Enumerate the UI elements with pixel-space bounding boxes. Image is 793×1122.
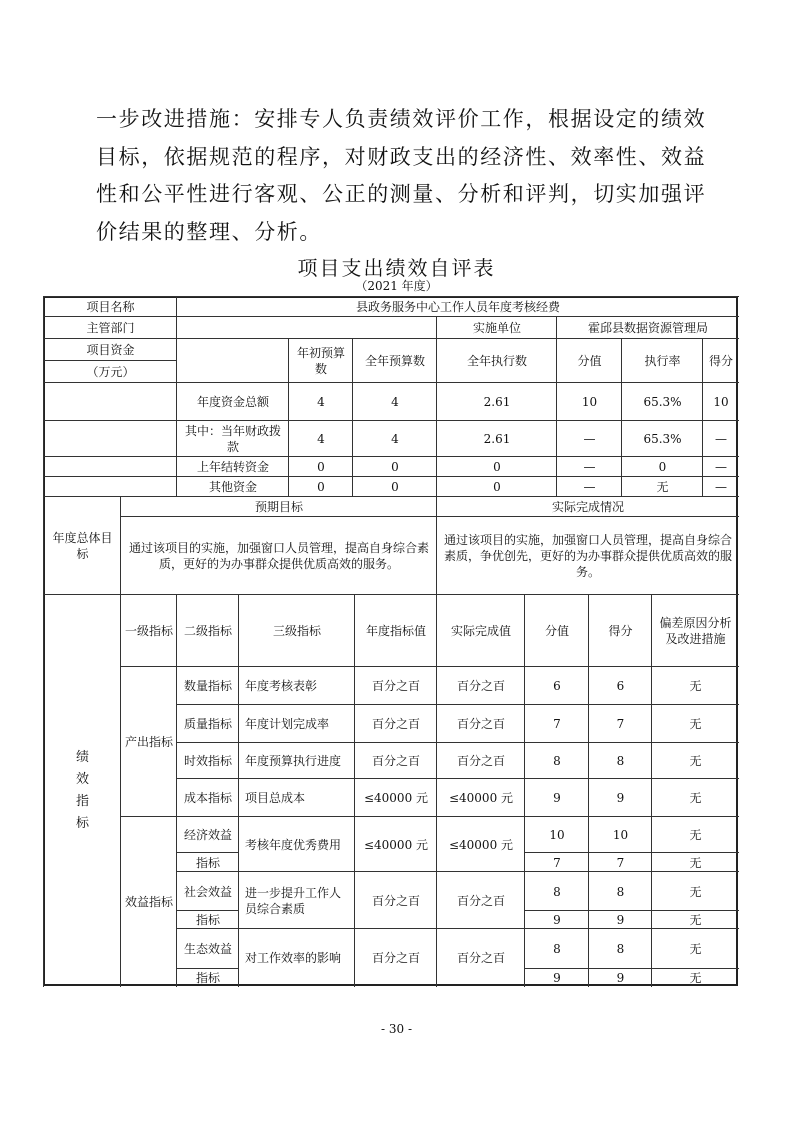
funds-cell-executed-text: 0 <box>493 460 501 474</box>
benefit-score <box>588 852 652 872</box>
benefit-score <box>588 910 652 929</box>
output-cell-remark-text: 无 <box>689 679 702 693</box>
benefit-remark <box>651 852 739 872</box>
funds-cell-initial <box>288 382 353 421</box>
benefit-remark-text: 无 <box>689 828 702 842</box>
funds-cell-rate-text: 无 <box>656 480 669 494</box>
funds-cell-rate <box>621 456 703 477</box>
funds-header-executed <box>436 338 557 383</box>
funds-cell-score_value <box>556 456 622 477</box>
benefit-indicator-group <box>120 816 177 987</box>
output-cell-target-text: 百分之百 <box>371 717 420 731</box>
funds-header-score-text: 得分 <box>708 354 733 368</box>
output-cell-level3 <box>238 704 355 743</box>
funds-cell-rate <box>621 420 703 457</box>
perf-header-target-text: 年度指标值 <box>365 624 426 638</box>
output-cell-remark-text: 无 <box>689 754 702 768</box>
output-cell-actual-text: ≤40000 元 <box>448 791 514 805</box>
output-cell-level2 <box>176 666 239 705</box>
perf-header-actual-text: 实际完成值 <box>450 624 511 638</box>
output-cell-target <box>354 704 437 743</box>
benefit-score <box>588 871 652 911</box>
benefit-level2-name <box>176 928 239 969</box>
project-name-label-text: 项目名称 <box>86 300 135 314</box>
benefit-remark-text: 无 <box>689 913 702 927</box>
benefit-score-text: 9 <box>616 971 625 985</box>
benefit-score-text: 10 <box>612 828 629 842</box>
output-cell-actual-text: 百分之百 <box>456 717 505 731</box>
funds-cell-score <box>702 476 739 497</box>
benefit-level3 <box>238 928 355 987</box>
performance-indicator-label <box>43 594 121 987</box>
funds-cell-score-text: — <box>715 460 727 474</box>
funds-row-name-text: 其中：当年财政拨款 <box>184 424 281 454</box>
output-cell-score-text: 6 <box>616 679 625 693</box>
funds-cell-annual <box>352 420 437 457</box>
benefit-level2-suffix-text: 指标 <box>195 913 220 927</box>
funds-cell-score-text: — <box>715 480 727 494</box>
benefit-actual <box>436 871 525 929</box>
benefit-score-value-text: 10 <box>549 828 565 842</box>
output-cell-target <box>354 742 437 779</box>
funds-header-score-value <box>556 338 622 383</box>
funds-cell-rate-text: 65.3% <box>643 432 682 446</box>
benefit-remark <box>651 928 739 969</box>
funds-cell-score_value-text: — <box>583 460 596 474</box>
output-cell-score <box>588 742 652 779</box>
performance-self-evaluation-table <box>43 296 738 986</box>
perf-header-level2 <box>176 594 239 667</box>
impl-value-text: 霍邱县数据资源管理局 <box>587 321 708 335</box>
benefit-score-value-text: 7 <box>553 855 561 870</box>
benefit-actual-text: 百分之百 <box>456 951 505 965</box>
output-cell-score-value-text: 7 <box>553 717 561 731</box>
output-indicator-group <box>120 666 177 817</box>
benefit-level2-name-text: 经济效益 <box>183 828 232 842</box>
funds-cell-score_value-text: 10 <box>581 395 598 409</box>
output-cell-remark <box>651 778 739 817</box>
funds-label <box>43 338 177 361</box>
expected-goal-header-text: 预期目标 <box>254 500 303 514</box>
funds-label-text: 项目资金 <box>86 343 135 357</box>
funds-row-blank <box>43 382 177 421</box>
perf-header-level3-text: 三级指标 <box>272 624 321 638</box>
benefit-remark-text: 无 <box>689 855 702 870</box>
benefit-score-value-text: 8 <box>553 942 561 956</box>
benefit-level2-name <box>176 816 239 853</box>
funds-header-initial-text: 年初预算数 <box>296 346 345 376</box>
impl-label <box>436 316 557 339</box>
output-cell-level2-text: 质量指标 <box>183 717 232 731</box>
benefit-score-value <box>524 852 589 872</box>
expected-goal-text <box>120 516 437 595</box>
funds-cell-annual-text: 0 <box>391 460 399 474</box>
benefit-level2-name-text: 社会效益 <box>183 884 232 899</box>
output-cell-target-text: 百分之百 <box>371 679 420 693</box>
funds-header-rate <box>621 338 703 383</box>
expected-goal-header <box>120 496 437 517</box>
perf-header-score-value <box>524 594 589 667</box>
output-cell-level3-text: 年度考核表彰 <box>245 679 318 693</box>
benefit-score-value <box>524 816 589 853</box>
output-cell-actual-text: 百分之百 <box>456 679 505 693</box>
benefit-level3-text: 对工作效率的影响 <box>245 951 342 965</box>
benefit-level2-name-text: 生态效益 <box>183 942 232 956</box>
output-cell-level3-text: 项目总成本 <box>245 791 306 805</box>
output-cell-actual <box>436 704 525 743</box>
benefit-level2-suffix <box>176 910 239 929</box>
output-cell-remark-text: 无 <box>689 791 702 805</box>
perf-header-level1-text: 一级指标 <box>124 624 173 638</box>
benefit-score-value <box>524 871 589 911</box>
output-cell-level2 <box>176 778 239 817</box>
funds-row-blank <box>43 456 177 477</box>
benefit-score-text: 9 <box>616 913 625 927</box>
output-cell-score <box>588 666 652 705</box>
output-cell-level2-text: 时效指标 <box>183 754 232 768</box>
funds-row-name-text: 年度资金总额 <box>196 395 269 409</box>
project-name-label <box>43 296 177 317</box>
dept-value <box>176 316 437 339</box>
output-cell-actual <box>436 778 525 817</box>
benefit-level2-suffix-text: 指标 <box>195 971 220 985</box>
actual-goal-header-text: 实际完成情况 <box>551 500 624 514</box>
funds-cell-score <box>702 382 739 421</box>
output-cell-score <box>588 704 652 743</box>
funds-row-name <box>176 476 289 497</box>
benefit-target <box>354 928 437 987</box>
funds-row-name-text: 上年结转资金 <box>196 460 269 474</box>
output-cell-score-value <box>524 742 589 779</box>
actual-goal-header <box>436 496 739 517</box>
funds-header-rate-text: 执行率 <box>644 354 681 368</box>
funds-row-name <box>176 456 289 477</box>
benefit-level2-name <box>176 871 239 911</box>
benefit-level3-text: 考核年度优秀费用 <box>245 837 342 852</box>
funds-header-annual <box>352 338 437 383</box>
benefit-score-value <box>524 968 589 987</box>
funds-cell-annual <box>352 456 437 477</box>
output-cell-level3 <box>238 742 355 779</box>
output-cell-score-text: 7 <box>616 717 625 731</box>
dept-label-text: 主管部门 <box>86 321 135 335</box>
funds-cell-score-text: 10 <box>713 395 729 409</box>
funds-cell-initial <box>288 420 353 457</box>
output-cell-remark-text: 无 <box>689 717 702 731</box>
output-cell-level3-text: 年度计划完成率 <box>245 717 330 731</box>
annual-goal-label <box>43 496 121 595</box>
expected-goal-text-text: 通过该项目的实施，加强窗口人员管理，提高自身综合素质，更好的为办事群众提供优质高效的服务。 <box>128 541 429 571</box>
funds-cell-score_value-text: — <box>583 480 596 494</box>
funds-cell-executed <box>436 476 557 497</box>
output-cell-level3-text: 年度预算执行进度 <box>245 754 342 768</box>
benefit-remark-text: 无 <box>689 971 702 985</box>
funds-cell-score <box>702 420 739 457</box>
perf-header-level2-text: 二级指标 <box>183 624 232 638</box>
output-cell-actual <box>436 742 525 779</box>
funds-cell-executed <box>436 420 557 457</box>
funds-cell-initial-text: 0 <box>317 480 325 494</box>
benefit-actual <box>436 928 525 987</box>
funds-cell-score_value-text: — <box>583 432 596 446</box>
funds-row-blank <box>43 420 177 457</box>
output-cell-remark <box>651 704 739 743</box>
benefit-target-text: 百分之百 <box>371 951 420 965</box>
benefit-indicator-group-text: 效益指标 <box>124 895 173 909</box>
perf-header-target <box>354 594 437 667</box>
output-cell-level2 <box>176 742 239 779</box>
output-indicator-group-text: 产出指标 <box>124 735 173 749</box>
benefit-target-text: ≤40000 元 <box>363 837 429 852</box>
funds-row-blank <box>43 476 177 497</box>
benefit-actual-text: 百分之百 <box>456 893 505 908</box>
benefit-target <box>354 871 437 929</box>
perf-header-remark-text: 偏差原因分析及改进措施 <box>659 616 732 646</box>
benefit-score-value <box>524 928 589 969</box>
output-cell-score-text: 9 <box>616 791 625 805</box>
benefit-level3 <box>238 816 355 872</box>
page-number: - 30 - <box>380 1022 412 1036</box>
output-cell-score-value-text: 8 <box>553 754 561 768</box>
benefit-target-text: 百分之百 <box>371 893 420 908</box>
funds-header-executed-text: 全年执行数 <box>466 354 527 368</box>
perf-header-score-text: 得分 <box>608 624 633 638</box>
output-cell-score-value <box>524 666 589 705</box>
funds-cell-annual <box>352 382 437 421</box>
funds-cell-rate <box>621 382 703 421</box>
perf-header-score-value-text: 分值 <box>544 624 569 638</box>
funds-header-score <box>702 338 739 383</box>
output-cell-actual <box>436 666 525 705</box>
funds-cell-score <box>702 456 739 477</box>
perf-header-level1 <box>120 594 177 667</box>
perf-header-actual <box>436 594 525 667</box>
funds-blank-header <box>176 338 289 383</box>
table-subtitle: （2021 年度） <box>355 279 438 293</box>
body-paragraph: 一步改进措施：安排专人负责绩效评价工作，根据设定的绩效目标，依据规范的程序，对财政支出的经济性、效率性、效益性和公平性进行客观、公正的测量、分析和评判，切实加强评价结果的整理、分析。 <box>96 107 707 244</box>
funds-cell-executed-text: 0 <box>493 480 501 494</box>
output-cell-score <box>588 778 652 817</box>
benefit-score-value <box>524 910 589 929</box>
funds-row-name-text: 其他资金 <box>208 480 257 494</box>
benefit-score <box>588 968 652 987</box>
benefit-score-text: 8 <box>616 942 625 956</box>
funds-row-name <box>176 382 289 421</box>
actual-goal-text <box>436 516 739 595</box>
funds-cell-score_value <box>556 420 622 457</box>
funds-cell-executed <box>436 382 557 421</box>
benefit-target <box>354 816 437 872</box>
perf-header-score <box>588 594 652 667</box>
funds-cell-annual <box>352 476 437 497</box>
funds-cell-executed-text: 2.61 <box>483 432 511 446</box>
project-name-value-text: 县政务服务中心工作人员年度考核经费 <box>355 300 560 314</box>
benefit-score <box>588 928 652 969</box>
funds-cell-score_value <box>556 382 622 421</box>
output-cell-level3 <box>238 666 355 705</box>
benefit-remark-text: 无 <box>689 942 702 956</box>
actual-goal-text-text: 通过该项目的实施，加强窗口人员管理，提高自身综合素质，争优创先，更好的为办事群众提供优质高效的服务。 <box>443 533 732 579</box>
output-cell-target <box>354 778 437 817</box>
funds-cell-initial <box>288 456 353 477</box>
benefit-score <box>588 816 652 853</box>
funds-cell-annual-text: 0 <box>391 480 399 494</box>
output-cell-remark <box>651 666 739 705</box>
funds-cell-initial <box>288 476 353 497</box>
benefit-score-value-text: 9 <box>553 913 561 927</box>
funds-cell-rate-text: 65.3% <box>643 395 682 409</box>
perf-header-remark <box>651 594 739 667</box>
benefit-remark <box>651 816 739 853</box>
output-cell-target-text: ≤40000 元 <box>363 791 429 805</box>
output-cell-score-value-text: 9 <box>553 791 561 805</box>
benefit-level2-suffix <box>176 968 239 987</box>
output-cell-target <box>354 666 437 705</box>
benefit-remark <box>651 871 739 911</box>
perf-header-level3 <box>238 594 355 667</box>
funds-header-initial <box>288 338 353 383</box>
funds-cell-initial-text: 0 <box>317 460 325 474</box>
funds-cell-rate <box>621 476 703 497</box>
funds-cell-initial-text: 4 <box>317 432 325 446</box>
funds-unit-label-text: （万元） <box>86 365 135 379</box>
output-cell-actual-text: 百分之百 <box>456 754 505 768</box>
funds-cell-initial-text: 4 <box>317 395 325 409</box>
benefit-remark <box>651 910 739 929</box>
benefit-score-value-text: 9 <box>553 971 561 985</box>
table-title: 项目支出绩效自评表 <box>297 256 496 280</box>
output-cell-score-value <box>524 778 589 817</box>
funds-cell-executed-text: 2.61 <box>483 395 511 409</box>
funds-header-annual-text: 全年预算数 <box>364 354 425 368</box>
output-cell-level3 <box>238 778 355 817</box>
output-cell-score-value-text: 6 <box>553 679 561 693</box>
funds-cell-annual-text: 4 <box>391 395 399 409</box>
funds-cell-rate-text: 0 <box>658 460 667 474</box>
output-cell-remark <box>651 742 739 779</box>
impl-value <box>556 316 739 339</box>
output-cell-score-text: 8 <box>616 754 625 768</box>
funds-header-score-value-text: 分值 <box>577 354 602 368</box>
funds-cell-score-text: — <box>715 432 727 446</box>
output-cell-target-text: 百分之百 <box>371 754 420 768</box>
benefit-level3 <box>238 871 355 929</box>
output-cell-level2-text: 数量指标 <box>183 679 232 693</box>
benefit-score-text: 7 <box>616 855 625 870</box>
benefit-actual-text: ≤40000 元 <box>448 837 514 852</box>
funds-cell-score_value <box>556 476 622 497</box>
output-cell-level2 <box>176 704 239 743</box>
benefit-remark <box>651 968 739 987</box>
benefit-level2-suffix <box>176 852 239 872</box>
benefit-score-text: 8 <box>616 884 625 899</box>
benefit-score-value-text: 8 <box>553 884 561 899</box>
funds-cell-annual-text: 4 <box>391 432 399 446</box>
project-name-value <box>176 296 739 317</box>
benefit-remark-text: 无 <box>689 884 702 899</box>
benefit-actual <box>436 816 525 872</box>
benefit-level3-text: 进一步提升工作人员综合素质 <box>245 885 342 916</box>
funds-row-name <box>176 420 289 457</box>
funds-unit-label <box>43 360 177 383</box>
impl-label-text: 实施单位 <box>472 321 521 335</box>
dept-label <box>43 316 177 339</box>
output-cell-score-value <box>524 704 589 743</box>
funds-cell-executed <box>436 456 557 477</box>
output-cell-level2-text: 成本指标 <box>183 791 232 805</box>
benefit-level2-suffix-text: 指标 <box>195 855 220 870</box>
annual-goal-label-text: 年度总体目标 <box>52 531 113 561</box>
performance-indicator-label-text: 绩效指标 <box>75 750 89 831</box>
